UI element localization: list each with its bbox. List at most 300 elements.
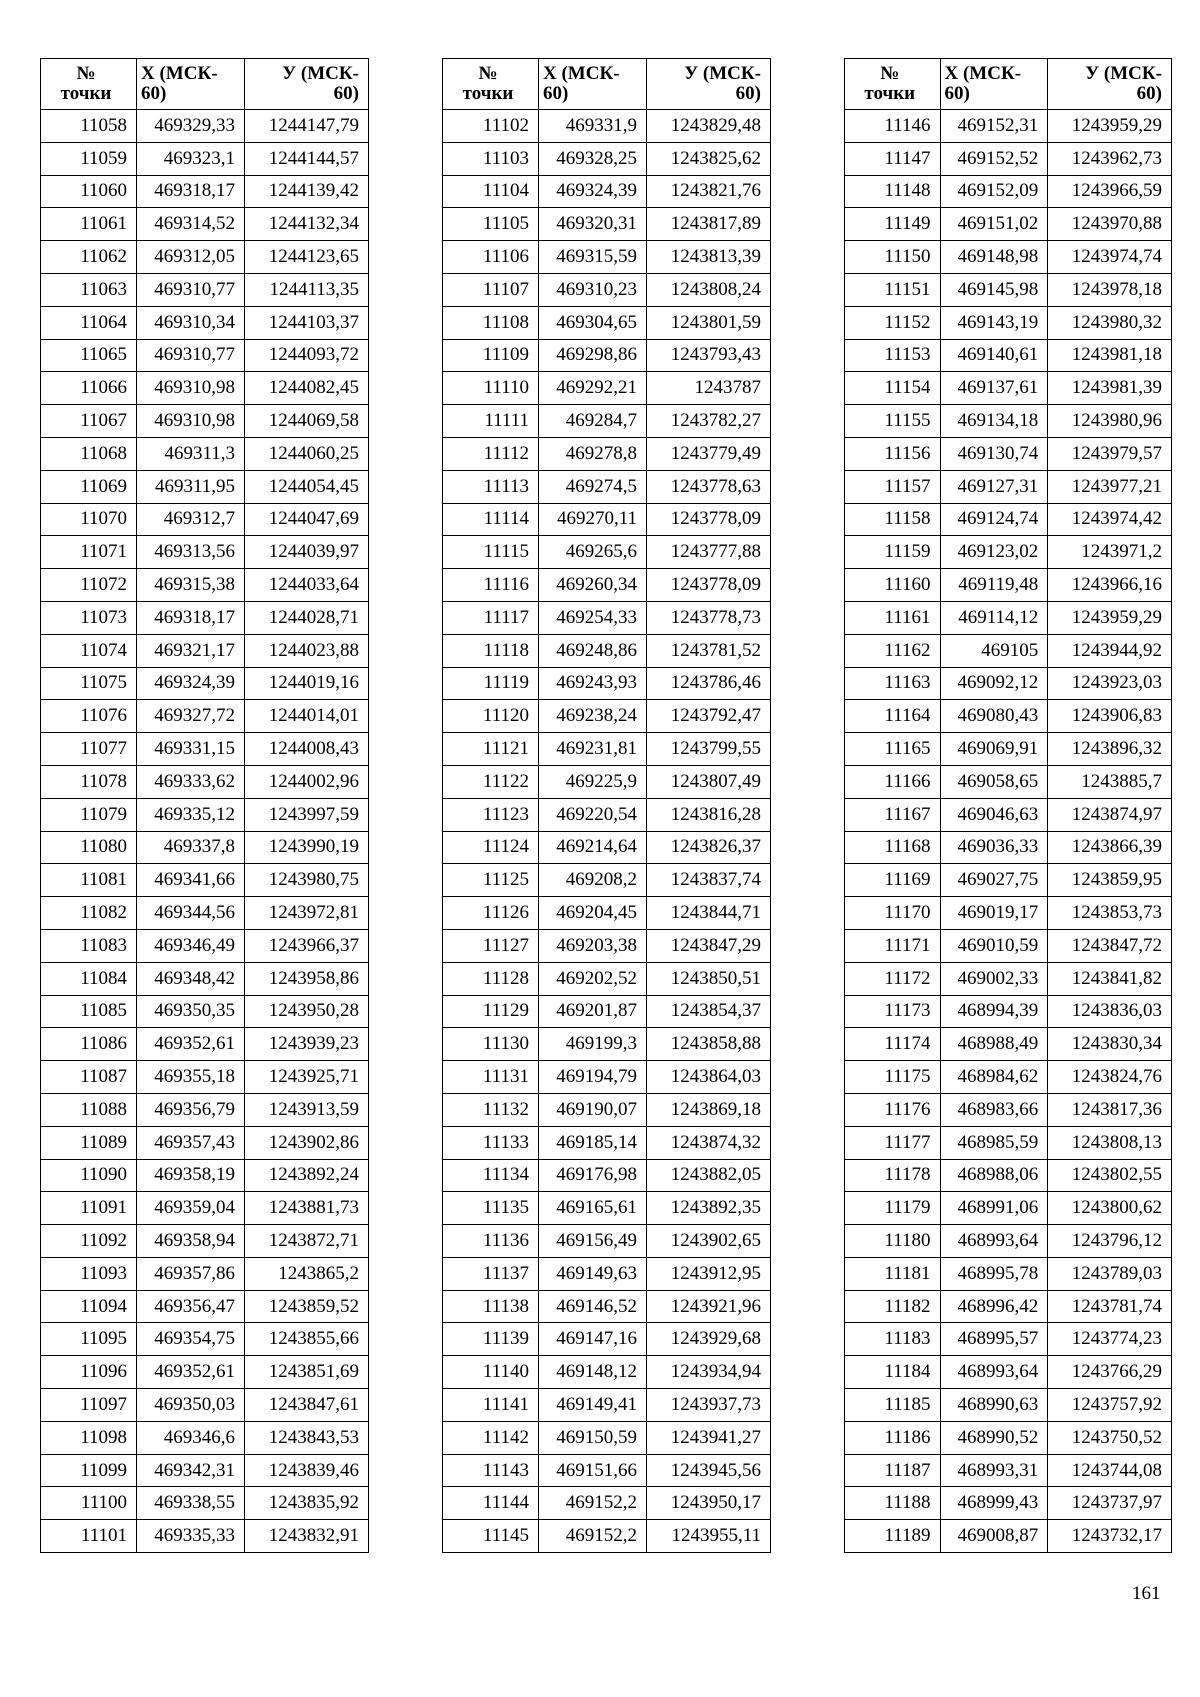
point-number-cell: 11116 <box>443 569 539 602</box>
table-row <box>41 569 369 602</box>
y-coordinate-cell: 1243885,7 <box>1048 765 1172 798</box>
table-row <box>41 831 369 864</box>
x-coordinate-cell: 469310,98 <box>137 405 245 438</box>
y-coordinate-cell: 1244023,88 <box>245 634 369 667</box>
table-row <box>443 601 771 634</box>
y-coordinate-cell: 1243974,74 <box>1048 241 1172 274</box>
point-number-cell: 11074 <box>41 634 137 667</box>
x-coordinate-cell: 469310,77 <box>137 339 245 372</box>
column-header-x <box>539 59 647 110</box>
x-coordinate-cell: 469270,11 <box>539 503 647 536</box>
x-coordinate-cell: 469356,79 <box>137 1093 245 1126</box>
point-number-cell: 11117 <box>443 601 539 634</box>
y-coordinate-cell: 1243824,76 <box>1048 1061 1172 1094</box>
y-coordinate-cell: 1243966,59 <box>1048 175 1172 208</box>
y-coordinate-cell: 1243732,17 <box>1048 1520 1172 1553</box>
x-coordinate-cell: 469320,31 <box>539 208 647 241</box>
table-row <box>845 601 1172 634</box>
x-coordinate-cell: 469152,09 <box>940 175 1048 208</box>
table-row <box>41 897 369 930</box>
x-coordinate-cell: 469010,59 <box>940 929 1048 962</box>
point-number-cell: 11081 <box>41 864 137 897</box>
point-number-cell: 11090 <box>41 1159 137 1192</box>
table-row <box>443 405 771 438</box>
table-row <box>443 1290 771 1323</box>
x-coordinate-cell: 469331,15 <box>137 733 245 766</box>
table-row <box>41 1159 369 1192</box>
table-row <box>41 372 369 405</box>
x-coordinate-cell: 469323,1 <box>137 142 245 175</box>
table-row <box>41 437 369 470</box>
x-coordinate-cell: 469190,07 <box>539 1093 647 1126</box>
point-number-cell: 11184 <box>845 1356 941 1389</box>
x-coordinate-cell: 469312,05 <box>137 241 245 274</box>
table-row <box>845 175 1172 208</box>
x-coordinate-cell: 469356,47 <box>137 1290 245 1323</box>
y-coordinate-cell: 1243864,03 <box>647 1061 771 1094</box>
coordinate-tables <box>40 58 1172 1558</box>
y-coordinate-cell: 1243854,37 <box>647 995 771 1028</box>
y-coordinate-cell: 1243881,73 <box>245 1192 369 1225</box>
point-number-cell: 11129 <box>443 995 539 1028</box>
table-row <box>845 339 1172 372</box>
point-number-cell: 11140 <box>443 1356 539 1389</box>
point-number-cell: 11159 <box>845 536 941 569</box>
point-number-cell: 11163 <box>845 667 941 700</box>
point-number-cell: 11166 <box>845 765 941 798</box>
column-header-point-number <box>845 59 941 110</box>
y-coordinate-cell: 1244028,71 <box>245 601 369 634</box>
y-coordinate-cell: 1243974,42 <box>1048 503 1172 536</box>
point-number-cell: 11077 <box>41 733 137 766</box>
x-coordinate-cell: 469027,75 <box>940 864 1048 897</box>
page-number: 161 <box>1132 1583 1161 1604</box>
x-coordinate-cell: 469248,86 <box>539 634 647 667</box>
point-number-cell: 11104 <box>443 175 539 208</box>
table-row <box>443 1454 771 1487</box>
table-row <box>443 1257 771 1290</box>
point-number-cell: 11093 <box>41 1257 137 1290</box>
point-number-cell: 11059 <box>41 142 137 175</box>
table-row <box>443 437 771 470</box>
point-number-cell: 11178 <box>845 1159 941 1192</box>
point-number-cell: 11122 <box>443 765 539 798</box>
table-row <box>41 110 369 143</box>
x-coordinate-cell: 468983,66 <box>940 1093 1048 1126</box>
point-number-cell: 11064 <box>41 306 137 339</box>
x-coordinate-cell: 468999,43 <box>940 1487 1048 1520</box>
table-row <box>845 306 1172 339</box>
x-coordinate-cell: 469201,87 <box>539 995 647 1028</box>
point-number-cell: 11069 <box>41 470 137 503</box>
point-number-cell: 11158 <box>845 503 941 536</box>
x-coordinate-cell: 469346,6 <box>137 1421 245 1454</box>
x-coordinate-cell: 469069,91 <box>940 733 1048 766</box>
y-coordinate-cell: 1243923,03 <box>1048 667 1172 700</box>
y-coordinate-cell: 1243779,49 <box>647 437 771 470</box>
x-coordinate-cell: 469346,49 <box>137 929 245 962</box>
x-coordinate-cell: 469341,66 <box>137 864 245 897</box>
y-coordinate-cell: 1243843,53 <box>245 1421 369 1454</box>
y-coordinate-cell: 1243781,52 <box>647 634 771 667</box>
x-coordinate-cell: 469134,18 <box>940 405 1048 438</box>
y-coordinate-cell: 1243796,12 <box>1048 1225 1172 1258</box>
y-coordinate-cell: 1243980,75 <box>245 864 369 897</box>
table-row <box>443 470 771 503</box>
table-row <box>845 700 1172 733</box>
point-number-cell: 11131 <box>443 1061 539 1094</box>
point-number-cell: 11119 <box>443 667 539 700</box>
table-row <box>845 1061 1172 1094</box>
y-coordinate-cell: 1243847,61 <box>245 1389 369 1422</box>
y-coordinate-cell: 1243990,19 <box>245 831 369 864</box>
x-coordinate-cell: 469260,34 <box>539 569 647 602</box>
y-coordinate-cell: 1243830,34 <box>1048 1028 1172 1061</box>
point-number-cell: 11111 <box>443 405 539 438</box>
x-coordinate-cell: 469146,52 <box>539 1290 647 1323</box>
x-coordinate-cell: 469278,8 <box>539 437 647 470</box>
y-coordinate-cell: 1243978,18 <box>1048 273 1172 306</box>
table-row <box>443 962 771 995</box>
x-coordinate-cell: 469357,86 <box>137 1257 245 1290</box>
table-row <box>845 1257 1172 1290</box>
header-row <box>41 59 369 110</box>
table-row <box>443 1159 771 1192</box>
point-number-cell: 11171 <box>845 929 941 962</box>
coordinate-table-2 <box>442 58 771 1553</box>
table-row <box>443 995 771 1028</box>
column-header-point-number-line2: точки <box>864 83 916 104</box>
table-row <box>41 1421 369 1454</box>
y-coordinate-cell: 1243939,23 <box>245 1028 369 1061</box>
y-coordinate-cell: 1244132,34 <box>245 208 369 241</box>
y-coordinate-cell: 1243955,11 <box>647 1520 771 1553</box>
table-row <box>845 1192 1172 1225</box>
point-number-cell: 11110 <box>443 372 539 405</box>
x-coordinate-cell: 468984,62 <box>940 1061 1048 1094</box>
point-number-cell: 11083 <box>41 929 137 962</box>
y-coordinate-cell: 1243929,68 <box>647 1323 771 1356</box>
table-row <box>443 1487 771 1520</box>
y-coordinate-cell: 1243808,24 <box>647 273 771 306</box>
column-header-y <box>647 59 771 110</box>
y-coordinate-cell: 1243997,59 <box>245 798 369 831</box>
table-row <box>41 765 369 798</box>
point-number-cell: 11115 <box>443 536 539 569</box>
y-coordinate-cell: 1243972,81 <box>245 897 369 930</box>
y-coordinate-cell: 1244082,45 <box>245 372 369 405</box>
x-coordinate-cell: 469350,35 <box>137 995 245 1028</box>
table-row <box>443 1192 771 1225</box>
point-number-cell: 11187 <box>845 1454 941 1487</box>
table-row <box>443 700 771 733</box>
point-number-cell: 11103 <box>443 142 539 175</box>
table-row <box>845 1356 1172 1389</box>
table-row <box>443 273 771 306</box>
point-number-cell: 11118 <box>443 634 539 667</box>
x-coordinate-cell: 469284,7 <box>539 405 647 438</box>
table-row <box>845 733 1172 766</box>
point-number-cell: 11076 <box>41 700 137 733</box>
x-coordinate-cell: 468993,64 <box>940 1225 1048 1258</box>
column-header-y <box>1048 59 1172 110</box>
column-header-y-line1: У (МСК- <box>282 63 359 84</box>
y-coordinate-cell: 1243902,86 <box>245 1126 369 1159</box>
x-coordinate-cell: 469127,31 <box>940 470 1048 503</box>
x-coordinate-cell: 469151,02 <box>940 208 1048 241</box>
x-coordinate-cell: 469203,38 <box>539 929 647 962</box>
x-coordinate-cell: 469176,98 <box>539 1159 647 1192</box>
point-number-cell: 11087 <box>41 1061 137 1094</box>
point-number-cell: 11173 <box>845 995 941 1028</box>
x-coordinate-cell: 469156,49 <box>539 1225 647 1258</box>
x-coordinate-cell: 469315,38 <box>137 569 245 602</box>
y-coordinate-cell: 1243941,27 <box>647 1421 771 1454</box>
table-row <box>845 405 1172 438</box>
point-number-cell: 11072 <box>41 569 137 602</box>
point-number-cell: 11161 <box>845 601 941 634</box>
x-coordinate-cell: 469313,56 <box>137 536 245 569</box>
y-coordinate-cell: 1243958,86 <box>245 962 369 995</box>
table-row <box>41 1389 369 1422</box>
table-row <box>41 634 369 667</box>
table-row <box>845 437 1172 470</box>
point-number-cell: 11058 <box>41 110 137 143</box>
table-row <box>845 1421 1172 1454</box>
y-coordinate-cell: 1243925,71 <box>245 1061 369 1094</box>
column-header-x-line2: 60) <box>543 83 569 104</box>
point-number-cell: 11080 <box>41 831 137 864</box>
y-coordinate-cell: 1243851,69 <box>245 1356 369 1389</box>
y-coordinate-cell: 1243950,17 <box>647 1487 771 1520</box>
y-coordinate-cell: 1243874,32 <box>647 1126 771 1159</box>
column-header-x-line1: Х (МСК- <box>944 63 1022 84</box>
y-coordinate-cell: 1243921,96 <box>647 1290 771 1323</box>
y-coordinate-cell: 1243859,95 <box>1048 864 1172 897</box>
table-row <box>41 1028 369 1061</box>
point-number-cell: 11106 <box>443 241 539 274</box>
point-number-cell: 11132 <box>443 1093 539 1126</box>
table-row <box>41 798 369 831</box>
point-number-cell: 11170 <box>845 897 941 930</box>
point-number-cell: 11147 <box>845 142 941 175</box>
y-coordinate-cell: 1243793,43 <box>647 339 771 372</box>
point-number-cell: 11133 <box>443 1126 539 1159</box>
point-number-cell: 11145 <box>443 1520 539 1553</box>
y-coordinate-cell: 1243787 <box>647 372 771 405</box>
table-row <box>443 569 771 602</box>
point-number-cell: 11078 <box>41 765 137 798</box>
y-coordinate-cell: 1244113,35 <box>245 273 369 306</box>
point-number-cell: 11130 <box>443 1028 539 1061</box>
y-coordinate-cell: 1244019,16 <box>245 667 369 700</box>
table-row <box>443 765 771 798</box>
x-coordinate-cell: 469328,25 <box>539 142 647 175</box>
point-number-cell: 11095 <box>41 1323 137 1356</box>
y-coordinate-cell: 1244002,96 <box>245 765 369 798</box>
point-number-cell: 11113 <box>443 470 539 503</box>
column-header-x <box>940 59 1048 110</box>
x-coordinate-cell: 468988,06 <box>940 1159 1048 1192</box>
header-row <box>443 59 771 110</box>
y-coordinate-cell: 1244069,58 <box>245 405 369 438</box>
x-coordinate-cell: 469243,93 <box>539 667 647 700</box>
point-number-cell: 11167 <box>845 798 941 831</box>
x-coordinate-cell: 469310,23 <box>539 273 647 306</box>
table-row <box>443 1061 771 1094</box>
y-coordinate-cell: 1243782,27 <box>647 405 771 438</box>
y-coordinate-cell: 1244147,79 <box>245 110 369 143</box>
point-number-cell: 11108 <box>443 306 539 339</box>
x-coordinate-cell: 469008,87 <box>940 1520 1048 1553</box>
point-number-cell: 11088 <box>41 1093 137 1126</box>
y-coordinate-cell: 1243821,76 <box>647 175 771 208</box>
x-coordinate-cell: 469344,56 <box>137 897 245 930</box>
y-coordinate-cell: 1243872,71 <box>245 1225 369 1258</box>
y-coordinate-cell: 1243977,21 <box>1048 470 1172 503</box>
point-number-cell: 11079 <box>41 798 137 831</box>
point-number-cell: 11060 <box>41 175 137 208</box>
table-row <box>41 1356 369 1389</box>
x-coordinate-cell: 469046,63 <box>940 798 1048 831</box>
column-header-point-number-line1: № <box>880 63 900 84</box>
x-coordinate-cell: 469310,34 <box>137 306 245 339</box>
table-row <box>41 175 369 208</box>
y-coordinate-cell: 1243980,32 <box>1048 306 1172 339</box>
x-coordinate-cell: 469123,02 <box>940 536 1048 569</box>
point-number-cell: 11085 <box>41 995 137 1028</box>
point-number-cell: 11175 <box>845 1061 941 1094</box>
point-number-cell: 11176 <box>845 1093 941 1126</box>
table-row <box>845 634 1172 667</box>
x-coordinate-cell: 469357,43 <box>137 1126 245 1159</box>
point-number-cell: 11096 <box>41 1356 137 1389</box>
y-coordinate-cell: 1243934,94 <box>647 1356 771 1389</box>
x-coordinate-cell: 469148,12 <box>539 1356 647 1389</box>
table-row <box>41 339 369 372</box>
point-number-cell: 11102 <box>443 110 539 143</box>
table-row <box>845 1126 1172 1159</box>
table-row <box>443 1028 771 1061</box>
table-row <box>41 470 369 503</box>
y-coordinate-cell: 1243882,05 <box>647 1159 771 1192</box>
point-number-cell: 11148 <box>845 175 941 208</box>
x-coordinate-cell: 469359,04 <box>137 1192 245 1225</box>
point-number-cell: 11162 <box>845 634 941 667</box>
x-coordinate-cell: 469358,19 <box>137 1159 245 1192</box>
table-row <box>845 798 1172 831</box>
table-row <box>41 1323 369 1356</box>
x-coordinate-cell: 469143,19 <box>940 306 1048 339</box>
x-coordinate-cell: 469314,52 <box>137 208 245 241</box>
point-number-cell: 11180 <box>845 1225 941 1258</box>
x-coordinate-cell: 469145,98 <box>940 273 1048 306</box>
y-coordinate-cell: 1243817,36 <box>1048 1093 1172 1126</box>
point-number-cell: 11172 <box>845 962 941 995</box>
point-number-cell: 11073 <box>41 601 137 634</box>
y-coordinate-cell: 1243829,48 <box>647 110 771 143</box>
column-header-y-line1: У (МСК- <box>1085 63 1162 84</box>
y-coordinate-cell: 1243813,39 <box>647 241 771 274</box>
table-row <box>443 1421 771 1454</box>
x-coordinate-cell: 469321,17 <box>137 634 245 667</box>
point-number-cell: 11177 <box>845 1126 941 1159</box>
table-row <box>845 897 1172 930</box>
table-row <box>41 208 369 241</box>
table-row <box>41 1454 369 1487</box>
table-row <box>443 798 771 831</box>
point-number-cell: 11149 <box>845 208 941 241</box>
point-number-cell: 11164 <box>845 700 941 733</box>
table-row <box>443 1323 771 1356</box>
table-row <box>443 536 771 569</box>
column-header-x-line1: Х (МСК- <box>543 63 620 84</box>
x-coordinate-cell: 469311,95 <box>137 470 245 503</box>
y-coordinate-cell: 1243855,66 <box>245 1323 369 1356</box>
x-coordinate-cell: 469329,33 <box>137 110 245 143</box>
y-coordinate-cell: 1243799,55 <box>647 733 771 766</box>
point-number-cell: 11100 <box>41 1487 137 1520</box>
x-coordinate-cell: 469019,17 <box>940 897 1048 930</box>
x-coordinate-cell: 469348,42 <box>137 962 245 995</box>
table-row <box>443 372 771 405</box>
point-number-cell: 11089 <box>41 1126 137 1159</box>
table-row <box>845 1028 1172 1061</box>
x-coordinate-cell: 469105 <box>940 634 1048 667</box>
x-coordinate-cell: 469265,6 <box>539 536 647 569</box>
table-row <box>845 273 1172 306</box>
y-coordinate-cell: 1243944,92 <box>1048 634 1172 667</box>
x-coordinate-cell: 469092,12 <box>940 667 1048 700</box>
y-coordinate-cell: 1243912,95 <box>647 1257 771 1290</box>
x-coordinate-cell: 469080,43 <box>940 700 1048 733</box>
point-number-cell: 11153 <box>845 339 941 372</box>
x-coordinate-cell: 468990,52 <box>940 1421 1048 1454</box>
x-coordinate-cell: 469337,8 <box>137 831 245 864</box>
table-row <box>845 962 1172 995</box>
table-row <box>845 1290 1172 1323</box>
point-number-cell: 11067 <box>41 405 137 438</box>
point-number-cell: 11179 <box>845 1192 941 1225</box>
x-coordinate-cell: 469312,7 <box>137 503 245 536</box>
x-coordinate-cell: 469149,41 <box>539 1389 647 1422</box>
y-coordinate-cell: 1243816,28 <box>647 798 771 831</box>
x-coordinate-cell: 469114,12 <box>940 601 1048 634</box>
y-coordinate-cell: 1243778,73 <box>647 601 771 634</box>
point-number-cell: 11120 <box>443 700 539 733</box>
table-row <box>41 1520 369 1553</box>
x-coordinate-cell: 469140,61 <box>940 339 1048 372</box>
x-coordinate-cell: 469324,39 <box>137 667 245 700</box>
point-number-cell: 11101 <box>41 1520 137 1553</box>
column-header-x <box>137 59 245 110</box>
point-number-cell: 11084 <box>41 962 137 995</box>
table-row <box>443 503 771 536</box>
point-number-cell: 11086 <box>41 1028 137 1061</box>
table-row <box>845 667 1172 700</box>
y-coordinate-cell: 1243807,49 <box>647 765 771 798</box>
table-row <box>41 1126 369 1159</box>
table-row <box>443 1520 771 1553</box>
y-coordinate-cell: 1243847,29 <box>647 929 771 962</box>
y-coordinate-cell: 1243865,2 <box>245 1257 369 1290</box>
y-coordinate-cell: 1244144,57 <box>245 142 369 175</box>
table-row <box>443 733 771 766</box>
table-row <box>41 306 369 339</box>
table-row <box>845 110 1172 143</box>
point-number-cell: 11142 <box>443 1421 539 1454</box>
y-coordinate-cell: 1243844,71 <box>647 897 771 930</box>
